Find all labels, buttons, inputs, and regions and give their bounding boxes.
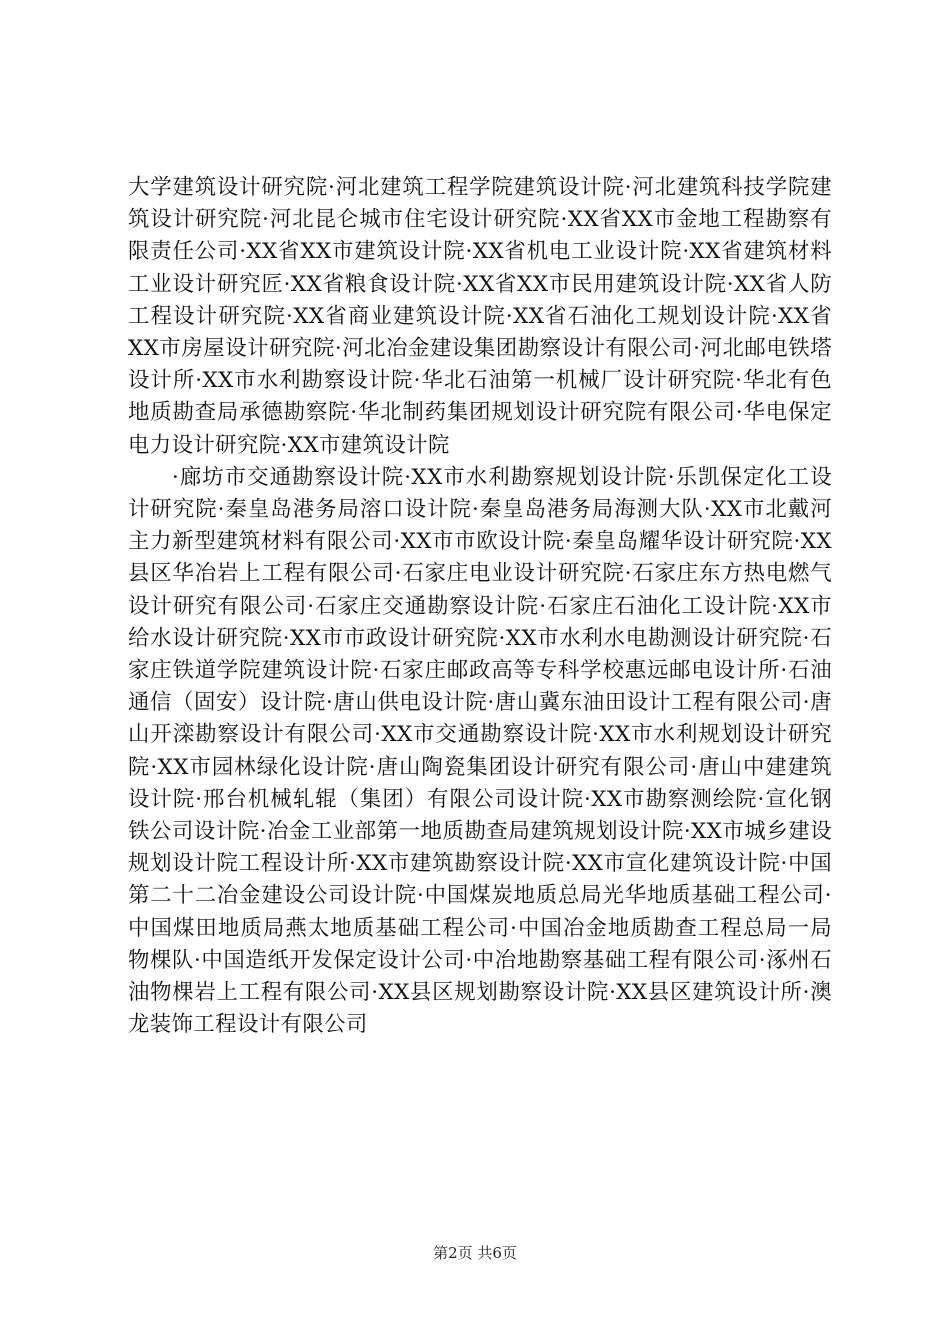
paragraph-1: 大学建筑设计研究院·河北建筑工程学院建筑设计院·河北建筑科技学院建筑设计研究院·河北昆仑城市住宅设计研究院·XX省XX市金地工程勘察有限责任公司·XX省XX市建筑设计院·XX省机电工业设计院·XX省建筑材料工业设计研究匠·XX省粮食设计院·XX省XX市民用建筑设计院·XX省人防工程设计研究院·XX省商业建筑设计院·XX省石油化工规划设计院·XX省XX市房屋设计研究院·河北冶金建设集团勘察设计有限公司·河北邮电铁塔设计所·XX市水利勘察设计院·华北石油第一机械厂设计研究院·华北有色地质勘查局承德勘察院·华北制药集团规划设计研究院有限公司·华电保定电力设计研究院·XX市建筑设计院: [128, 175, 832, 458]
paragraph-2: ·廊坊市交通勘察设计院·XX市水利勘察规划设计院·乐凯保定化工设计研究院·秦皇岛港务局溶口设计院·秦皇岛港务局海测大队·XX市北戴河主力新型建筑材料有限公司·XX市市欧设计院·秦皇岛耀华设计研究院·XX县区华冶岩上工程有限公司·石家庄电业设计研究院·石家庄东方热电燃气设计研究有限公司·石家庄交通勘察设计院·石家庄石油化工设计院·XX市给水设计研究院·XX市市政设计研究院·XX市水利水电勘测设计研究院·石家庄铁道学院建筑设计院·石家庄邮政高等专科学校惠远邮电设计所·石油通信（固安）设计院·唐山供电设计院·唐山冀东油田设计工程有限公司·唐山开滦勘察设计有限公司·XX市交通勘察设计院·XX市水利规划设计研究院·XX市园林绿化设计院·唐山陶瓷集团设计研究有限公司·唐山中建建筑设计院·邢台机械轧辊（集团）有限公司设计院·XX市勘察测绘院·宣化钢铁公司设计院·冶金工业部第一地质勘查局建筑规划设计院·XX市城乡建设规划设计院工程设计所·XX市建筑勘察设计院·XX市宣化建筑设计院·中国第二十二冶金建设公司设计院·中国煤炭地质总局光华地质基础工程公司·中国煤田地质局燕太地质基础工程公司·中国冶金地质勘查工程总局一局物棵队·中国造纸开发保定设计公司·中冶地勘察基础工程有限公司·涿州石油物棵岩上工程有限公司·XX县区规划勘察设计院·XX县区建筑设计所·澳龙装饰工程设计有限公司: [128, 464, 832, 1038]
page-number-footer: 第2页 共6页: [433, 1244, 517, 1262]
body-text: [128, 172, 832, 1041]
